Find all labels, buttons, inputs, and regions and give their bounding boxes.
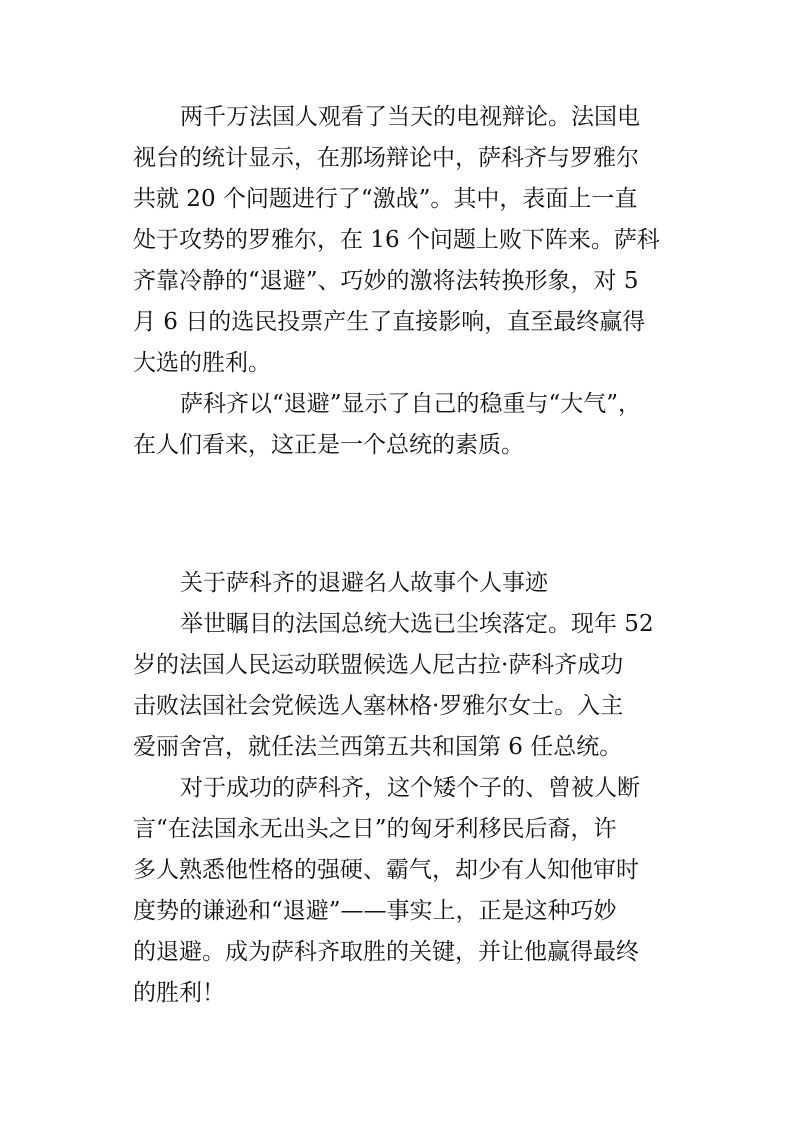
paragraph-1-line-5: 齐靠冷静的“退避”、巧妙的激将法转换形象，对 5 <box>133 268 639 294</box>
paragraph-4-line-6: 的胜利！ <box>133 980 225 1006</box>
section-1-body <box>133 97 693 466</box>
paragraph-3-line-4: 爱丽舍宫，就任法兰西第五共和国第 6 任总统。 <box>133 734 623 760</box>
paragraph-1-line-2: 视台的统计显示，在那场辩论中，萨科齐与罗雅尔 <box>133 145 639 171</box>
paragraph-2-line-2: 在人们看来，这正是一个总统的素质。 <box>133 432 524 458</box>
paragraph-4-line-1: 对于成功的萨科齐，这个矮个子的、曾被人断 <box>180 775 640 801</box>
paragraph-2-line-1: 萨科齐以“退避”显示了自己的稳重与“大气”， <box>180 391 642 417</box>
paragraph-3-line-1: 举世瞩目的法国总统大选已尘埃落定。现年 52 <box>180 611 654 637</box>
paragraph-4-line-4: 度势的谦逊和“退避”——事实上，正是这种巧妙 <box>133 898 617 924</box>
paragraph-3-line-2: 岁的法国人民运动联盟候选人尼古拉·萨科齐成功 <box>133 652 624 678</box>
paragraph-3-line-3: 击败法国社会党候选人塞林格·罗雅尔女士。入主 <box>133 693 624 719</box>
paragraph-4-line-3: 多人熟悉他性格的强硬、霸气，却少有人知他审时 <box>133 857 639 883</box>
paragraph-1-line-1: 两千万法国人观看了当天的电视辩论。法国电 <box>180 104 640 130</box>
section-heading: 关于萨科齐的退避名人故事个人事迹 <box>180 570 548 596</box>
section-2-body <box>133 563 693 1014</box>
paragraph-1-line-7: 大选的胜利。 <box>133 350 271 376</box>
paragraph-1-line-6: 月 6 日的选民投票产生了直接影响，直至最终赢得 <box>133 309 646 335</box>
paragraph-4-line-5: 的退避。成为萨科齐取胜的关键，并让他赢得最终 <box>133 939 639 965</box>
paragraph-4-line-2: 言“在法国永无出头之日”的匈牙利移民后裔，许 <box>133 816 617 842</box>
paragraph-1-line-3: 共就 20 个问题进行了“激战”。其中，表面上一直 <box>133 186 638 212</box>
paragraph-1-line-4: 处于攻势的罗雅尔，在 16 个问题上败下阵来。萨科 <box>133 227 660 253</box>
